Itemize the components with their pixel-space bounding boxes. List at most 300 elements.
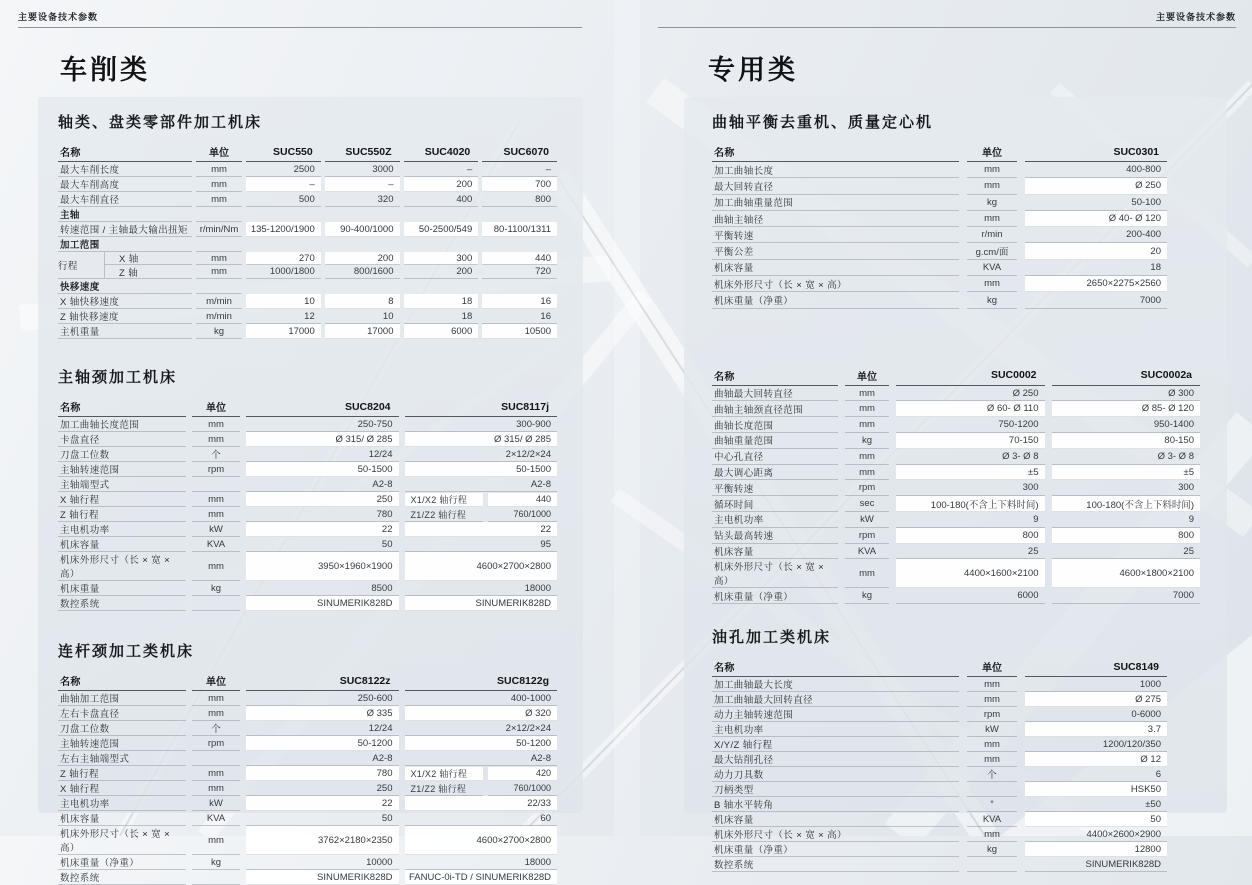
row-unit: rpm bbox=[192, 462, 240, 477]
row-unit: rpm bbox=[967, 707, 1017, 722]
row-unit bbox=[196, 237, 242, 252]
row-unit: mm bbox=[196, 192, 242, 207]
row-unit bbox=[192, 596, 240, 611]
row-subvalue-cell bbox=[405, 492, 558, 507]
row-unit: kg bbox=[192, 581, 240, 596]
row-value: 22 bbox=[246, 796, 399, 811]
row-unit: mm bbox=[845, 417, 889, 433]
table-header-row bbox=[712, 657, 1200, 677]
row-unit: mm bbox=[192, 417, 240, 432]
table-row bbox=[712, 707, 1200, 722]
table-row bbox=[712, 227, 1200, 243]
column-header-unit: 单位 bbox=[967, 657, 1017, 677]
table-row bbox=[712, 857, 1200, 872]
row-value: 250 bbox=[246, 781, 399, 796]
row-name: 机床外形尺寸（长 × 宽 × 高） bbox=[58, 826, 186, 855]
row-name: 机床外形尺寸（长 × 宽 × 高） bbox=[712, 559, 838, 588]
row-value: Ø 250 bbox=[896, 386, 1045, 402]
row-value-empty bbox=[482, 207, 557, 222]
row-name: 动力刀具数 bbox=[712, 767, 959, 782]
table-row bbox=[58, 417, 557, 432]
table-row bbox=[712, 588, 1200, 604]
column-header-name: 名称 bbox=[58, 671, 186, 691]
row-value: 60 bbox=[405, 811, 558, 826]
row-value: 16 bbox=[482, 309, 557, 324]
table-row bbox=[58, 796, 557, 811]
row-value: 4600×2700×2800 bbox=[405, 826, 558, 855]
row-unit: kg bbox=[967, 195, 1017, 211]
row-unit: kg bbox=[196, 324, 242, 339]
table-header-row bbox=[58, 142, 557, 162]
row-unit: KVA bbox=[967, 260, 1017, 276]
row-value-empty bbox=[246, 279, 321, 294]
row-value: 7000 bbox=[1052, 588, 1201, 604]
row-unit: mm bbox=[196, 177, 242, 192]
row-value: 3950×1960×1900 bbox=[246, 552, 399, 581]
table-row bbox=[58, 309, 557, 324]
row-subvalue-cell bbox=[405, 766, 558, 781]
row-name: 主机重量 bbox=[58, 324, 192, 339]
row-name: X 轴行程 bbox=[58, 781, 186, 796]
group-value-cell bbox=[482, 252, 557, 279]
row-value: 300 bbox=[896, 480, 1045, 496]
row-name: 刀盘工位数 bbox=[58, 721, 186, 736]
row-name: 最大调心距离 bbox=[712, 465, 838, 481]
table-row bbox=[58, 222, 557, 237]
row-unit: mm bbox=[967, 827, 1017, 842]
row-value: Ø 40- Ø 120 bbox=[1025, 211, 1167, 227]
row-value: 16 bbox=[482, 294, 557, 309]
subrow-label: X1/X2 轴行程 bbox=[405, 493, 483, 507]
table-row bbox=[712, 386, 1200, 402]
subrow-value: 760/1000 bbox=[488, 782, 557, 795]
row-value: – bbox=[482, 162, 557, 177]
row-value: A2-8 bbox=[405, 751, 558, 766]
row-value: 12800 bbox=[1025, 842, 1167, 857]
row-value-empty bbox=[404, 237, 479, 252]
column-header-name: 名称 bbox=[712, 657, 959, 677]
table-row bbox=[58, 432, 557, 447]
row-name: 主电机功率 bbox=[58, 796, 186, 811]
table-row bbox=[712, 401, 1200, 417]
row-value-empty bbox=[404, 207, 479, 222]
row-name: 机床重量 bbox=[58, 581, 186, 596]
table-row bbox=[712, 211, 1200, 227]
table-row bbox=[712, 496, 1200, 512]
row-value: 780 bbox=[246, 507, 399, 522]
row-name: 加工曲轴长度 bbox=[712, 162, 959, 178]
row-name: 机床外形尺寸（长 × 宽 × 高） bbox=[712, 276, 959, 292]
table-row bbox=[58, 177, 557, 192]
row-value-empty bbox=[325, 207, 400, 222]
row-unit: mm bbox=[845, 559, 889, 588]
row-value: Ø 3- Ø 8 bbox=[896, 449, 1045, 465]
column-header-unit: 单位 bbox=[192, 671, 240, 691]
row-name: 平衡公差 bbox=[712, 243, 959, 259]
row-value: 10000 bbox=[246, 855, 399, 870]
table-row bbox=[712, 752, 1200, 767]
row-value: 250-600 bbox=[246, 691, 399, 706]
section-row bbox=[58, 279, 557, 294]
model-header: SUC8122z bbox=[246, 671, 399, 691]
row-unit: mm bbox=[845, 401, 889, 417]
row-value: Ø 250 bbox=[1025, 178, 1167, 194]
model-header: SUC0002a bbox=[1052, 366, 1201, 386]
row-value: A2-8 bbox=[246, 477, 399, 492]
table-header-row bbox=[58, 671, 557, 691]
table-row bbox=[58, 826, 557, 855]
row-value: 50 bbox=[246, 811, 399, 826]
row-value: 750-1200 bbox=[896, 417, 1045, 433]
table-title: 连杆颈加工类机床 bbox=[58, 643, 195, 661]
column-header-unit: 单位 bbox=[967, 142, 1017, 162]
subrow-label: X1/X2 轴行程 bbox=[405, 767, 483, 781]
row-value: 10 bbox=[325, 309, 400, 324]
row-value-empty bbox=[325, 237, 400, 252]
table-title: 油孔加工类机床 bbox=[712, 629, 832, 647]
row-value-empty bbox=[246, 237, 321, 252]
row-value-empty bbox=[482, 279, 557, 294]
row-value: 200 bbox=[325, 252, 400, 265]
row-value: 50-2500/549 bbox=[404, 222, 479, 237]
row-unit bbox=[196, 207, 242, 222]
row-value: 200 bbox=[404, 177, 479, 192]
table-row bbox=[712, 544, 1200, 560]
row-unit: r/min/Nm bbox=[196, 222, 242, 237]
row-value-empty bbox=[404, 279, 479, 294]
row-value: 250 bbox=[246, 492, 399, 507]
row-name: 主轴端型式 bbox=[58, 477, 186, 492]
row-value: 4400×2600×2900 bbox=[1025, 827, 1167, 842]
row-name: X 轴快移速度 bbox=[58, 294, 192, 309]
row-value: 2500 bbox=[246, 162, 321, 177]
row-unit bbox=[192, 870, 240, 885]
row-value: 3000 bbox=[325, 162, 400, 177]
row-name: X 轴行程 bbox=[58, 492, 186, 507]
subrow-value: 440 bbox=[488, 493, 557, 506]
row-value: 12/24 bbox=[246, 447, 399, 462]
page-title-right: 专用类 bbox=[708, 55, 798, 85]
table-row bbox=[58, 736, 557, 751]
row-value: 90-400/1000 bbox=[325, 222, 400, 237]
group-name-cell bbox=[58, 252, 192, 279]
row-name: 数控系统 bbox=[58, 596, 186, 611]
row-value: – bbox=[246, 177, 321, 192]
row-name: 中心孔直径 bbox=[712, 449, 838, 465]
row-value: 25 bbox=[1052, 544, 1201, 560]
table-row bbox=[712, 512, 1200, 528]
row-unit bbox=[192, 477, 240, 492]
model-header: SUC550Z bbox=[325, 142, 400, 162]
group-sub-name: X 轴 bbox=[105, 252, 192, 265]
row-name: 数控系统 bbox=[58, 870, 186, 885]
row-value: Ø 300 bbox=[1052, 386, 1201, 402]
row-unit bbox=[967, 782, 1017, 797]
row-unit: mm bbox=[192, 826, 240, 855]
table-row bbox=[712, 433, 1200, 449]
group-sublabels bbox=[104, 252, 192, 278]
row-name: 加工曲轴最大长度 bbox=[712, 677, 959, 692]
row-unit: mm bbox=[845, 465, 889, 481]
row-value: 270 bbox=[246, 252, 321, 265]
page-title-left: 车削类 bbox=[60, 55, 150, 85]
row-unit bbox=[192, 751, 240, 766]
row-unit: kg bbox=[845, 433, 889, 449]
row-unit: mm bbox=[192, 492, 240, 507]
row-value: 20 bbox=[1025, 243, 1167, 259]
page-header-right: 主要设备技术参数 bbox=[1155, 12, 1236, 22]
row-value: 22 bbox=[246, 522, 399, 537]
row-unit: mm bbox=[967, 178, 1017, 194]
row-value: 9 bbox=[1052, 512, 1201, 528]
table-row bbox=[712, 417, 1200, 433]
row-name: 数控系统 bbox=[712, 857, 959, 872]
row-value: 200 bbox=[456, 266, 473, 278]
table-row bbox=[712, 292, 1200, 308]
table-row bbox=[712, 812, 1200, 827]
row-unit: mm bbox=[192, 706, 240, 721]
column-header-unit: 单位 bbox=[845, 366, 889, 386]
page-header-left: 主要设备技术参数 bbox=[18, 12, 99, 22]
row-name: 最大车削高度 bbox=[58, 177, 192, 192]
row-value: 17000 bbox=[246, 324, 321, 339]
row-value: 4600×2700×2800 bbox=[405, 552, 558, 581]
subrow-value: 420 bbox=[488, 767, 557, 780]
row-value: ±5 bbox=[1052, 465, 1201, 481]
row-value: 25 bbox=[896, 544, 1045, 560]
spec-table bbox=[58, 366, 557, 611]
row-value: 8 bbox=[325, 294, 400, 309]
row-value: 1000 bbox=[1025, 677, 1167, 692]
row-value: 18 bbox=[404, 294, 479, 309]
column-header-name: 名称 bbox=[58, 397, 186, 417]
table-row bbox=[712, 449, 1200, 465]
table-row bbox=[58, 507, 557, 522]
row-unit: rpm bbox=[845, 528, 889, 544]
row-value: 8500 bbox=[246, 581, 399, 596]
table-row bbox=[712, 677, 1200, 692]
column-header-name: 名称 bbox=[712, 366, 838, 386]
row-value: 320 bbox=[325, 192, 400, 207]
row-value: ±50 bbox=[1025, 797, 1167, 812]
table-header-row bbox=[712, 366, 1200, 386]
row-unit: kg bbox=[845, 588, 889, 604]
row-name: 机床容量 bbox=[712, 812, 959, 827]
row-value: 300-900 bbox=[405, 417, 558, 432]
row-value: 3762×2180×2350 bbox=[246, 826, 399, 855]
table-row bbox=[712, 195, 1200, 211]
table-row bbox=[712, 276, 1200, 292]
row-unit: mm bbox=[192, 766, 240, 781]
row-name: 主电机功率 bbox=[58, 522, 186, 537]
row-name: 加工曲轴长度范围 bbox=[58, 417, 186, 432]
row-unit: mm bbox=[967, 276, 1017, 292]
row-name: 最大回转直径 bbox=[712, 178, 959, 194]
table-row bbox=[712, 465, 1200, 481]
row-value: 100-180(不含上下料时间) bbox=[896, 496, 1045, 512]
row-unit: 个 bbox=[967, 767, 1017, 782]
row-name: 机床外形尺寸（长 × 宽 × 高） bbox=[58, 552, 186, 581]
table-row bbox=[58, 811, 557, 826]
row-value: 2×12/2×24 bbox=[405, 721, 558, 736]
row-name: 刀柄类型 bbox=[712, 782, 959, 797]
row-value: 2×12/2×24 bbox=[405, 447, 558, 462]
row-unit: mm bbox=[192, 507, 240, 522]
row-name: 刀盘工位数 bbox=[58, 447, 186, 462]
row-name: 平衡转速 bbox=[712, 480, 838, 496]
table-row bbox=[58, 721, 557, 736]
subrow-label: Z1/Z2 轴行程 bbox=[405, 508, 483, 522]
table-title: 轴类、盘类零部件加工机床 bbox=[58, 114, 263, 131]
row-value-empty bbox=[246, 207, 321, 222]
table-row bbox=[58, 706, 557, 721]
subrow-label: Z1/Z2 轴行程 bbox=[405, 782, 483, 796]
row-name: 循环时间 bbox=[712, 496, 838, 512]
row-value: 400-1000 bbox=[405, 691, 558, 706]
row-value: 780 bbox=[246, 766, 399, 781]
row-value: 18000 bbox=[405, 581, 558, 596]
table-title: 曲轴平衡去重机、质量定心机 bbox=[712, 114, 934, 131]
row-value: 6 bbox=[1025, 767, 1167, 782]
row-subvalue-cell bbox=[405, 781, 558, 796]
row-value: 7000 bbox=[1025, 292, 1167, 308]
row-name: 转速范围 / 主轴最大输出扭矩 bbox=[58, 222, 192, 237]
row-unit: mm bbox=[967, 737, 1017, 752]
table-row bbox=[712, 178, 1200, 194]
row-value: 70-150 bbox=[896, 433, 1045, 449]
group-value-cell bbox=[325, 252, 400, 279]
column-header-unit: 单位 bbox=[192, 397, 240, 417]
row-name: 钻头最高转速 bbox=[712, 528, 838, 544]
row-name: 卡盘直径 bbox=[58, 432, 186, 447]
row-name: 主电机功率 bbox=[712, 722, 959, 737]
section-row bbox=[58, 207, 557, 222]
row-value: 18000 bbox=[405, 855, 558, 870]
row-unit: kg bbox=[967, 292, 1017, 308]
row-unit: mm bbox=[192, 691, 240, 706]
row-unit: mm bbox=[192, 552, 240, 581]
row-value: 80-150 bbox=[1052, 433, 1201, 449]
section-label: 加工范围 bbox=[58, 237, 192, 252]
table-row bbox=[58, 324, 557, 339]
header-rule-right bbox=[658, 27, 1236, 28]
row-unit: mm bbox=[967, 692, 1017, 707]
row-unit: mm bbox=[211, 266, 227, 278]
group-unit-cell bbox=[196, 252, 242, 279]
row-value: 9 bbox=[896, 512, 1045, 528]
row-value: 135-1200/1900 bbox=[246, 222, 321, 237]
row-value: 50-1500 bbox=[246, 462, 399, 477]
column-header-name: 名称 bbox=[712, 142, 959, 162]
row-name: 最大钻削孔径 bbox=[712, 752, 959, 767]
row-name: 主轴转速范围 bbox=[58, 736, 186, 751]
row-value: ±5 bbox=[896, 465, 1045, 481]
row-value: 95 bbox=[405, 537, 558, 552]
row-value: – bbox=[404, 162, 479, 177]
row-value: 200-400 bbox=[1025, 227, 1167, 243]
row-value: Ø 85- Ø 120 bbox=[1052, 401, 1201, 417]
row-value: 0-6000 bbox=[1025, 707, 1167, 722]
table-row bbox=[712, 827, 1200, 842]
row-unit: kW bbox=[967, 722, 1017, 737]
row-name: 机床重量（净重） bbox=[712, 292, 959, 308]
row-value: 250-750 bbox=[246, 417, 399, 432]
table-row bbox=[58, 691, 557, 706]
group-value-cell bbox=[404, 252, 479, 279]
row-unit: kW bbox=[192, 796, 240, 811]
row-unit: r/min bbox=[967, 227, 1017, 243]
table-row bbox=[712, 260, 1200, 276]
row-value: 12/24 bbox=[246, 721, 399, 736]
table-row bbox=[58, 552, 557, 581]
column-header-name: 名称 bbox=[58, 142, 192, 162]
column-header-unit: 单位 bbox=[196, 142, 242, 162]
group-label: 行程 bbox=[58, 261, 78, 273]
row-unit: mm bbox=[967, 211, 1017, 227]
row-value: 50-1200 bbox=[405, 736, 558, 751]
row-name: 平衡转速 bbox=[712, 227, 959, 243]
row-value: 500 bbox=[246, 192, 321, 207]
row-name: 曲轴重量范围 bbox=[712, 433, 838, 449]
row-value: 50 bbox=[1025, 812, 1167, 827]
row-name: 动力主轴转速范围 bbox=[712, 707, 959, 722]
table-row bbox=[58, 537, 557, 552]
table-row bbox=[58, 477, 557, 492]
row-value: 800 bbox=[896, 528, 1045, 544]
model-header: SUC8204 bbox=[246, 397, 399, 417]
model-header: SUC8149 bbox=[1025, 657, 1167, 677]
row-name: 曲轴主轴径 bbox=[712, 211, 959, 227]
table-row bbox=[712, 480, 1200, 496]
row-unit: mm bbox=[967, 752, 1017, 767]
row-name: 最大车削长度 bbox=[58, 162, 192, 177]
section-row bbox=[58, 237, 557, 252]
row-unit: mm bbox=[192, 432, 240, 447]
header-rule-left bbox=[18, 27, 582, 28]
row-unit: mm bbox=[967, 677, 1017, 692]
row-name: 左右卡盘直径 bbox=[58, 706, 186, 721]
row-value: Ø 12 bbox=[1025, 752, 1167, 767]
row-value: 4600×1800×2100 bbox=[1052, 559, 1201, 588]
row-name: 最大车削直径 bbox=[58, 192, 192, 207]
row-value: 1200/120/350 bbox=[1025, 737, 1167, 752]
row-unit bbox=[196, 279, 242, 294]
row-value: A2-8 bbox=[405, 477, 558, 492]
row-name: 主轴转速范围 bbox=[58, 462, 186, 477]
table-row bbox=[58, 522, 557, 537]
row-name: 加工曲轴重量范围 bbox=[712, 195, 959, 211]
table-row bbox=[712, 737, 1200, 752]
row-unit: mm bbox=[192, 781, 240, 796]
model-header: SUC8122g bbox=[405, 671, 558, 691]
row-value: 22/33 bbox=[405, 796, 558, 811]
row-name: 机床重量（净重） bbox=[58, 855, 186, 870]
row-value: 6000 bbox=[896, 588, 1045, 604]
row-value: 50-1200 bbox=[246, 736, 399, 751]
table-row bbox=[712, 559, 1200, 588]
model-header: SUC8117j bbox=[405, 397, 558, 417]
row-name: 机床容量 bbox=[58, 537, 186, 552]
table-title: 主轴颈加工机床 bbox=[58, 369, 178, 387]
row-value: 12 bbox=[246, 309, 321, 324]
model-header: SUC0301 bbox=[1025, 142, 1167, 162]
row-value: HSK50 bbox=[1025, 782, 1167, 797]
table-row bbox=[58, 766, 557, 781]
row-unit: sec bbox=[845, 496, 889, 512]
row-name: 机床重量（净重） bbox=[712, 842, 959, 857]
row-name: B 轴水平转角 bbox=[712, 797, 959, 812]
spec-table bbox=[712, 111, 1200, 309]
